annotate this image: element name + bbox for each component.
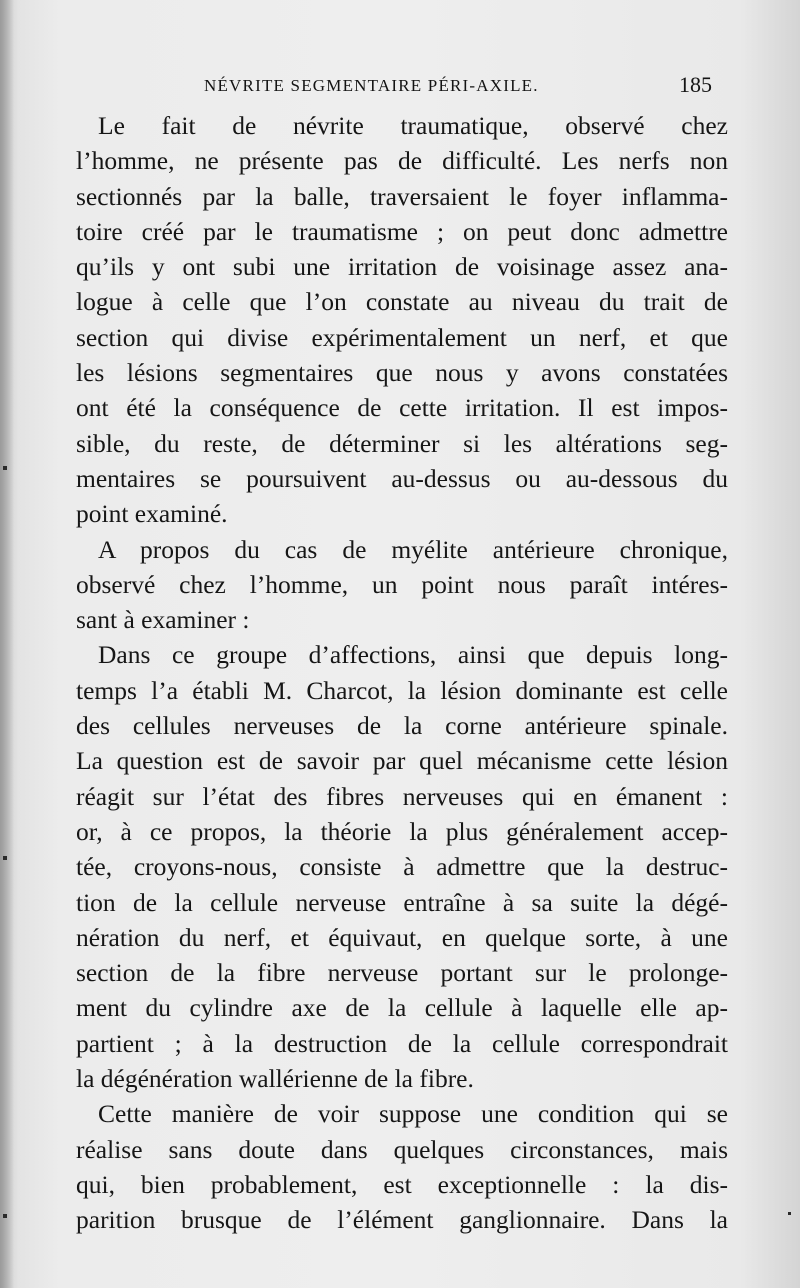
text-line: sectionnés par la balle, traversaient le foyer inflamma- [76,181,728,211]
text-line: qu’ils y ont subi une irritation de voisinage assez ana- [76,252,728,282]
text-line: section de la fibre nerveuse portant sur le prolonge- [76,958,728,988]
text-line: Cette manière de voir suppose une condition qui se [98,1099,728,1129]
text-line: l’homme, ne présente pas de difficulté. Les nerfs non [76,146,728,176]
text-line: ont été la conséquence de cette irritation. Il est impos- [76,393,728,423]
paragraph [76,532,728,638]
text-line: mentaires se poursuivent au-dessus ou au-dessous du [76,463,728,493]
text-line: observé chez l’homme, un point nous paraît intéres- [76,569,728,599]
text-line: les lésions segmentaires que nous y avons constatées [76,358,728,388]
text-line: Dans ce groupe d’affections, ainsi que depuis long- [98,640,728,670]
scan-speck [788,1212,791,1215]
text-line: partient ; à la destruction de la cellule correspondrait [76,1028,728,1058]
text-line: La question est de savoir par quel mécanisme cette lésion [76,746,728,776]
text-line: point examiné. [76,499,228,529]
text-line: nération du nerf, et équivaut, en quelque sorte, à une [76,922,728,952]
body-text [76,108,728,1238]
page-number: 185 [679,72,712,97]
scan-speck [3,1214,7,1218]
text-line: qui, bien probablement, est exceptionnelle : la dis- [76,1169,728,1199]
paragraph [76,637,728,1096]
text-line: logue à celle que l’on constate au niveau du trait de [76,287,728,317]
text-line: ment du cylindre axe de la cellule à laquelle elle ap- [76,993,728,1023]
gutter-shadow [0,0,14,1288]
scan-speck [3,856,7,860]
text-line: A propos du cas de myélite antérieure chronique, [98,534,728,564]
paragraph [76,108,728,532]
text-line: réagit sur l’état des fibres nerveuses qui en émanent : [76,781,728,811]
text-line: des cellules nerveuses de la corne antérieure spinale. [76,711,728,741]
running-head [76,72,712,102]
text-line: tion de la cellule nerveuse entraîne à sa suite la dégé- [76,887,728,917]
text-line: section qui divise expérimentalement un nerf, et que [76,322,728,352]
text-line: parition brusque de l’élément ganglionnaire. Dans la [76,1205,728,1235]
text-line: la dégénération wallérienne de la fibre. [76,1064,474,1094]
running-title: NÉVRITE SEGMENTAIRE PÉRI-AXILE. [204,76,539,95]
text-line: toire créé par le traumatisme ; on peut donc admettre [76,216,728,246]
text-line: temps l’a établi M. Charcot, la lésion dominante est celle [76,675,728,705]
text-line: Le fait de névrite traumatique, observé chez [98,111,728,140]
text-line: réalise sans doute dans quelques circonstances, mais [76,1134,728,1164]
text-line: sant à examiner : [76,605,250,635]
scan-speck [3,466,7,470]
text-line: sible, du reste, de déterminer si les altérations seg- [76,428,728,458]
text-line: or, à ce propos, la théorie la plus généralement accep- [76,816,728,846]
text-line: tée, croyons-nous, consiste à admettre que la destruc- [76,852,728,882]
paragraph [76,1096,728,1237]
